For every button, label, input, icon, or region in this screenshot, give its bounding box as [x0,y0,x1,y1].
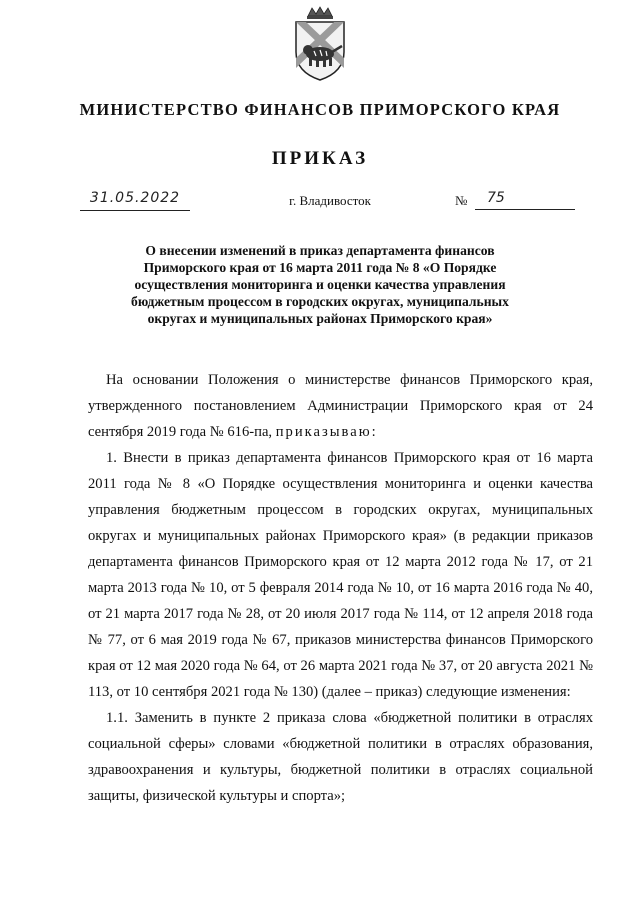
number-sign: № [455,193,468,208]
document-number: 75 [475,190,575,210]
paragraph-item-1-1: 1.1. Заменить в пункте 2 приказа слова «бюджетной политики в отраслях социальной сферы» словами «бюджетной политики в отраслях образования, здравоохранения и культуры, бюджетной политики в отраслях социальной защиты, физической культуры и спорта»; [88,710,593,804]
document-date: 31.05.2022 [80,190,190,211]
coat-of-arms-icon [292,6,348,82]
paragraph-basis-text: На основании Положения о министерстве финансов Приморского края, утвержденного постановлением Администрации Приморского края от 24 сентября 2019 года № 616-па, [88,372,593,440]
document-type-title: ПРИКАЗ [271,148,369,169]
order-word: приказываю: [275,424,378,440]
document-subject: О внесении изменений в приказ департамента финансов Приморского края от 16 марта 2011 года № 8 «О Порядке осуществления мониторинга и оценки качества управления бюджетным процессом в городских округах, муниципальных округах и муниципальных районах Приморского края» [131,243,509,326]
document-body [88,367,593,809]
document-city: г. Владивосток [289,193,371,208]
document-meta-row [0,190,640,214]
paragraph-item-1: 1. Внести в приказ департамента финансов Приморского края от 16 марта 2011 года № 8 «О Порядке осуществления мониторинга и оценки качества управления бюджетным процессом в городских округах, муниципальных округах и муниципальных районах Приморского края» (в редакции приказов департамента финансов Приморского края от 12 марта 2012 года № 17, от 21 марта 2013 года № 10, от 5 февраля 2014 года № 10, от 16 марта 2016 года № 40, от 21 марта 2017 года № 28, от 20 июля 2017 года № 114, от 12 апреля 2018 года № 77, от 6 мая 2019 года № 67, приказов министерства финансов Приморского края от 12 мая 2020 года № 64, от 26 марта 2021 года № 37, от 20 августа 2021 № 113, от 10 сентября 2021 года № 130) (далее – приказ) следующие изменения: [88,450,593,700]
ministry-name: МИНИСТЕРСТВО ФИНАНСОВ ПРИМОРСКОГО КРАЯ [79,100,561,119]
paragraph-basis [88,367,593,445]
